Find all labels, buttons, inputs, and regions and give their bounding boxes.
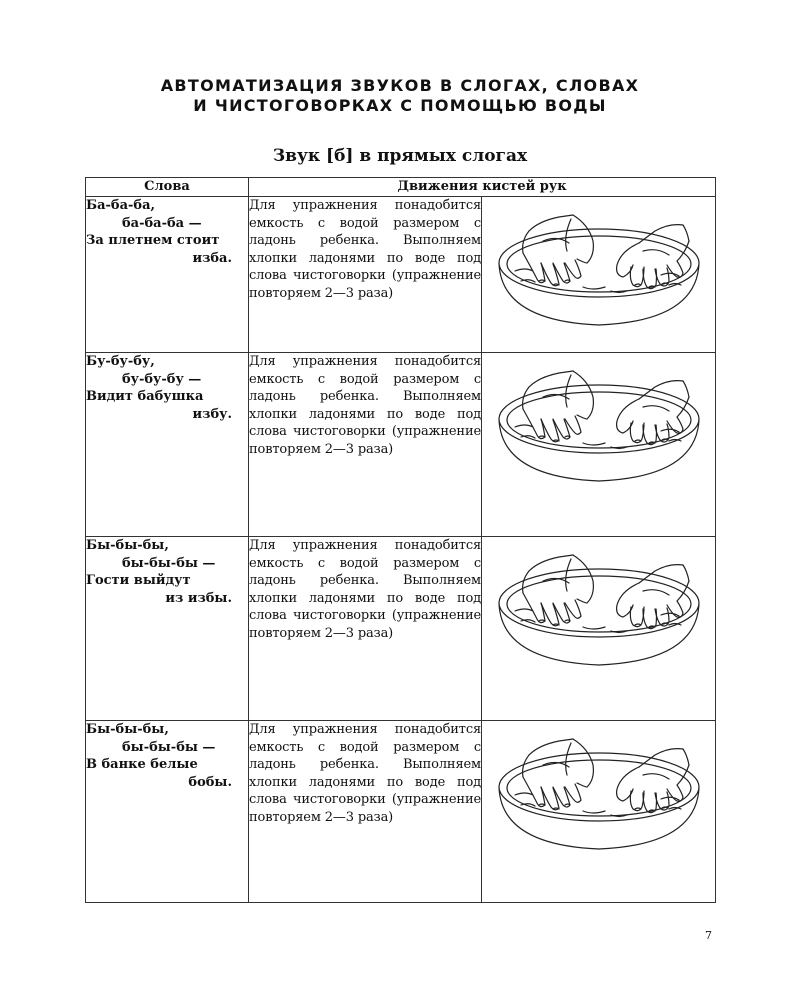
verse-line: ба-ба-ба —	[122, 215, 202, 231]
page-number: 7	[705, 929, 712, 942]
verse-cell	[86, 537, 249, 721]
description-text: Для упражнения понадобится емкость с водой размером с ладонь ребенка. Выполняем хлопки ладонями по воде под слова чистоговорки (упражнение повторяем 2—3 раза)	[249, 198, 481, 301]
page-heading-line-1: АВТОМАТИЗАЦИЯ ЗВУКОВ В СЛОГАХ, СЛОВАХ	[160, 76, 640, 95]
page-heading-line-2: И ЧИСТОГОВОРКАХ С ПОМОЩЬЮ ВОДЫ	[193, 96, 607, 115]
verse-line: избу.	[192, 406, 232, 422]
hands-in-water-basin-illustration	[493, 211, 705, 329]
verse-line: Бу-бу-бу,	[86, 354, 155, 369]
hands-in-water-basin-illustration	[493, 551, 705, 669]
verse-line: Гости выйдут	[86, 573, 191, 588]
illustration-cell	[482, 537, 716, 721]
verse-line: изба.	[192, 250, 232, 266]
page-heading	[0, 76, 800, 116]
table-row	[86, 721, 716, 903]
illustration-cell	[482, 197, 716, 353]
verse-line: бы-бы-бы —	[122, 555, 216, 571]
hands-in-water-basin-illustration	[493, 367, 705, 485]
verse-line: бы-бы-бы —	[122, 739, 216, 755]
table-header-row	[86, 178, 716, 197]
hands-in-water-basin-illustration	[493, 735, 705, 853]
description-cell	[249, 353, 482, 537]
description-cell	[249, 721, 482, 903]
description-text: Для упражнения понадобится емкость с водой размером с ладонь ребенка. Выполняем хлопки ладонями по воде под слова чистоговорки (упражнение повторяем 2—3 раза)	[249, 354, 481, 457]
section-title: Звук [б] в прямых слогах	[272, 146, 528, 166]
verse-cell	[86, 197, 249, 353]
header-words: Слова	[86, 178, 249, 197]
header-hand-movements: Движения кистей рук	[249, 178, 716, 197]
verse-line: бобы.	[188, 774, 232, 790]
verse-line: Бы-бы-бы,	[86, 538, 169, 553]
illustration-cell	[482, 721, 716, 903]
verse-cell	[86, 353, 249, 537]
table-row	[86, 197, 716, 353]
illustration-cell	[482, 353, 716, 537]
description-text: Для упражнения понадобится емкость с водой размером с ладонь ребенка. Выполняем хлопки ладонями по воде под слова чистоговорки (упражнение повторяем 2—3 раза)	[249, 538, 481, 641]
description-cell	[249, 537, 482, 721]
verse-line: В банке белые	[86, 757, 198, 772]
verse-cell	[86, 721, 249, 903]
table-row	[86, 353, 716, 537]
exercise-table	[85, 177, 716, 903]
verse-line: из избы.	[165, 590, 232, 606]
verse-line: Ба-ба-ба,	[86, 198, 156, 213]
description-text: Для упражнения понадобится емкость с водой размером с ладонь ребенка. Выполняем хлопки ладонями по воде под слова чистоговорки (упражнение повторяем 2—3 раза)	[249, 722, 481, 825]
verse-line: бу-бу-бу —	[122, 371, 202, 387]
description-cell	[249, 197, 482, 353]
table-row	[86, 537, 716, 721]
verse-line: Бы-бы-бы,	[86, 722, 169, 737]
verse-line: За плетнем стоит	[86, 233, 220, 248]
verse-line: Видит бабушка	[86, 389, 204, 404]
